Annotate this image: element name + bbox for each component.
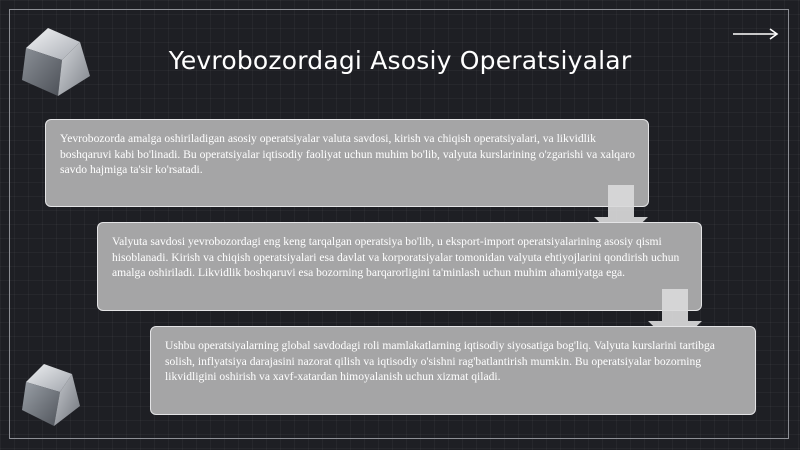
cube-icon	[20, 362, 82, 428]
paragraph-1: Yevrobozorda amalga oshiriladigan asosiy operatsiyalar valuta savdosi, kirish va chiqish operatsiyalari, va likvidlik boshqaruvi kabi bo'linadi. Bu operatsiyalar iqtisodiy faoliyat uchun muhim bo'lib, valyuta kurslarining o'zgarishi va xalqaro savdo hajmiga ta'sir ko'rsatadi.	[60, 132, 635, 176]
text-box-2	[97, 222, 702, 311]
arrow-right-icon[interactable]	[732, 27, 780, 41]
cube-icon	[18, 26, 92, 98]
text-box-3	[150, 326, 756, 415]
paragraph-3: Ushbu operatsiyalarning global savdodagi roli mamlakatlarning iqtisodiy siyosatiga bog'liq. Valyuta kurslarini tartibga solish, inflyatsiya darajasini nazorat qilish va iqtisodiy o'sishni rag'batlantirish mumkin. Bu operatsiyalar bozorning likvidligini oshirish va xavf-xatardan himoyalanish uchun xizmat qiladi.	[165, 339, 715, 383]
text-box-1	[45, 119, 649, 207]
paragraph-2: Valyuta savdosi yevrobozordagi eng keng tarqalgan operatsiya bo'lib, u eksport-import operatsiyalarining asosiy qismi hisoblanadi. Kirish va chiqish operatsiyalari esa davlat va korporatsiyalar tomonidan valyuta ehtiyojlarini qondirish uchun amalga oshiriladi. Likvidlik boshqaruvi esa bozorning barqarorligini ta'minlash uchun muhim ahamiyatga ega.	[112, 235, 680, 279]
slide-title: Yevrobozordagi Asosiy Operatsiyalar	[168, 46, 632, 75]
